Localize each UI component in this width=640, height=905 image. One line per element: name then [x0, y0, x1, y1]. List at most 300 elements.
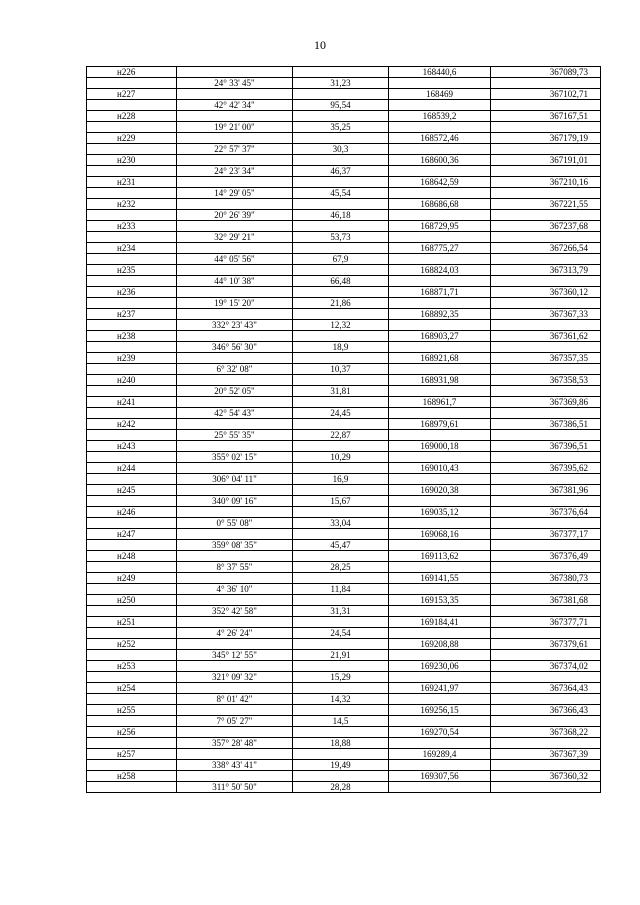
- angle-cell: [177, 265, 293, 276]
- distance-cell: [293, 749, 389, 760]
- y-coordinate: [491, 738, 601, 749]
- segment-length: 12,32: [293, 320, 389, 331]
- y-coordinate: 367361,62: [491, 331, 601, 342]
- y-coordinate: 367366,43: [491, 705, 601, 716]
- point-row: [87, 507, 601, 518]
- direction-angle: 4° 26' 24": [177, 628, 293, 639]
- angle-cell: [177, 67, 293, 78]
- x-coordinate: [389, 122, 491, 133]
- point-name: н245: [87, 485, 177, 496]
- point-name: [87, 364, 177, 375]
- distance-cell: [293, 309, 389, 320]
- direction-angle: 0° 55' 08": [177, 518, 293, 529]
- x-coordinate: 168961,7: [389, 397, 491, 408]
- distance-cell: [293, 199, 389, 210]
- segment-row: [87, 210, 601, 221]
- point-name: [87, 144, 177, 155]
- distance-cell: [293, 375, 389, 386]
- x-coordinate: 169289,4: [389, 749, 491, 760]
- angle-cell: [177, 441, 293, 452]
- segment-length: 30,3: [293, 144, 389, 155]
- segment-row: [87, 584, 601, 595]
- point-name: н226: [87, 67, 177, 78]
- segment-row: [87, 232, 601, 243]
- point-name: [87, 210, 177, 221]
- segment-row: [87, 760, 601, 771]
- y-coordinate: [491, 474, 601, 485]
- segment-row: [87, 738, 601, 749]
- angle-cell: [177, 463, 293, 474]
- point-name: [87, 298, 177, 309]
- point-name: н257: [87, 749, 177, 760]
- y-coordinate: 367266,54: [491, 243, 601, 254]
- y-coordinate: 367210,16: [491, 177, 601, 188]
- point-row: [87, 617, 601, 628]
- y-coordinate: 367386,51: [491, 419, 601, 430]
- distance-cell: [293, 287, 389, 298]
- x-coordinate: [389, 78, 491, 89]
- y-coordinate: [491, 276, 601, 287]
- x-coordinate: [389, 628, 491, 639]
- segment-length: 19,49: [293, 760, 389, 771]
- angle-cell: [177, 397, 293, 408]
- segment-row: [87, 694, 601, 705]
- y-coordinate: [491, 584, 601, 595]
- direction-angle: 8° 37' 55": [177, 562, 293, 573]
- direction-angle: 321° 09' 32": [177, 672, 293, 683]
- point-row: [87, 199, 601, 210]
- segment-length: 14,32: [293, 694, 389, 705]
- segment-length: 10,29: [293, 452, 389, 463]
- direction-angle: 44° 10' 38": [177, 276, 293, 287]
- x-coordinate: [389, 540, 491, 551]
- y-coordinate: [491, 320, 601, 331]
- point-name: [87, 650, 177, 661]
- segment-row: [87, 716, 601, 727]
- angle-cell: [177, 595, 293, 606]
- y-coordinate: [491, 430, 601, 441]
- point-name: н232: [87, 199, 177, 210]
- segment-length: 53,73: [293, 232, 389, 243]
- x-coordinate: [389, 518, 491, 529]
- distance-cell: [293, 573, 389, 584]
- point-row: [87, 573, 601, 584]
- distance-cell: [293, 727, 389, 738]
- point-name: н244: [87, 463, 177, 474]
- angle-cell: [177, 573, 293, 584]
- direction-angle: 352° 42' 58": [177, 606, 293, 617]
- direction-angle: 332° 23' 43": [177, 320, 293, 331]
- segment-row: [87, 474, 601, 485]
- point-row: [87, 397, 601, 408]
- point-row: [87, 67, 601, 78]
- distance-cell: [293, 89, 389, 100]
- x-coordinate: 169208,88: [389, 639, 491, 650]
- segment-row: [87, 100, 601, 111]
- point-row: [87, 375, 601, 386]
- point-name: [87, 386, 177, 397]
- y-coordinate: [491, 408, 601, 419]
- x-coordinate: 168440,6: [389, 67, 491, 78]
- point-row: [87, 177, 601, 188]
- distance-cell: [293, 683, 389, 694]
- y-coordinate: 367167,51: [491, 111, 601, 122]
- segment-length: 14,5: [293, 716, 389, 727]
- point-row: [87, 287, 601, 298]
- y-coordinate: 367374,02: [491, 661, 601, 672]
- y-coordinate: 367179,19: [491, 133, 601, 144]
- angle-cell: [177, 133, 293, 144]
- y-coordinate: 367237,68: [491, 221, 601, 232]
- point-name: н252: [87, 639, 177, 650]
- y-coordinate: 367221,55: [491, 199, 601, 210]
- y-coordinate: 367376,49: [491, 551, 601, 562]
- segment-length: 66,48: [293, 276, 389, 287]
- point-name: н256: [87, 727, 177, 738]
- distance-cell: [293, 419, 389, 430]
- point-name: [87, 232, 177, 243]
- angle-cell: [177, 419, 293, 430]
- y-coordinate: 367377,17: [491, 529, 601, 540]
- y-coordinate: [491, 452, 601, 463]
- y-coordinate: [491, 232, 601, 243]
- x-coordinate: [389, 276, 491, 287]
- y-coordinate: [491, 78, 601, 89]
- angle-cell: [177, 155, 293, 166]
- segment-length: 31,81: [293, 386, 389, 397]
- x-coordinate: 168931,98: [389, 375, 491, 386]
- distance-cell: [293, 617, 389, 628]
- x-coordinate: [389, 386, 491, 397]
- segment-row: [87, 144, 601, 155]
- distance-cell: [293, 155, 389, 166]
- distance-cell: [293, 221, 389, 232]
- y-coordinate: [491, 694, 601, 705]
- point-row: [87, 749, 601, 760]
- y-coordinate: 367102,71: [491, 89, 601, 100]
- segment-row: [87, 430, 601, 441]
- point-name: н227: [87, 89, 177, 100]
- segment-row: [87, 540, 601, 551]
- y-coordinate: [491, 650, 601, 661]
- segment-length: 35,25: [293, 122, 389, 133]
- point-name: н229: [87, 133, 177, 144]
- distance-cell: [293, 67, 389, 78]
- segment-length: 46,18: [293, 210, 389, 221]
- y-coordinate: [491, 760, 601, 771]
- x-coordinate: 168775,27: [389, 243, 491, 254]
- coordinates-table: [86, 66, 601, 793]
- segment-length: 31,23: [293, 78, 389, 89]
- distance-cell: [293, 177, 389, 188]
- point-name: [87, 320, 177, 331]
- x-coordinate: [389, 232, 491, 243]
- point-name: н243: [87, 441, 177, 452]
- point-name: н236: [87, 287, 177, 298]
- point-row: [87, 639, 601, 650]
- point-name: н234: [87, 243, 177, 254]
- direction-angle: 42° 54' 43": [177, 408, 293, 419]
- distance-cell: [293, 485, 389, 496]
- y-coordinate: 367191,01: [491, 155, 601, 166]
- point-name: н249: [87, 573, 177, 584]
- x-coordinate: 169270,54: [389, 727, 491, 738]
- x-coordinate: [389, 672, 491, 683]
- table-body: [87, 67, 601, 793]
- x-coordinate: [389, 254, 491, 265]
- point-name: [87, 254, 177, 265]
- x-coordinate: [389, 738, 491, 749]
- segment-row: [87, 320, 601, 331]
- y-coordinate: 367367,33: [491, 309, 601, 320]
- x-coordinate: 169241,97: [389, 683, 491, 694]
- distance-cell: [293, 331, 389, 342]
- segment-length: 18,9: [293, 342, 389, 353]
- y-coordinate: [491, 606, 601, 617]
- y-coordinate: [491, 364, 601, 375]
- x-coordinate: 169307,56: [389, 771, 491, 782]
- y-coordinate: 367367,39: [491, 749, 601, 760]
- segment-length: 11,84: [293, 584, 389, 595]
- segment-row: [87, 606, 601, 617]
- point-name: н237: [87, 309, 177, 320]
- point-name: н238: [87, 331, 177, 342]
- x-coordinate: 168642,59: [389, 177, 491, 188]
- x-coordinate: [389, 716, 491, 727]
- x-coordinate: 168871,71: [389, 287, 491, 298]
- angle-cell: [177, 771, 293, 782]
- x-coordinate: [389, 474, 491, 485]
- segment-length: 24,54: [293, 628, 389, 639]
- x-coordinate: [389, 430, 491, 441]
- segment-length: 67,9: [293, 254, 389, 265]
- angle-cell: [177, 639, 293, 650]
- y-coordinate: 367380,73: [491, 573, 601, 584]
- point-name: [87, 496, 177, 507]
- y-coordinate: 367369,86: [491, 397, 601, 408]
- point-name: [87, 760, 177, 771]
- point-name: [87, 584, 177, 595]
- y-coordinate: [491, 144, 601, 155]
- segment-length: 21,91: [293, 650, 389, 661]
- x-coordinate: 168469: [389, 89, 491, 100]
- point-name: н242: [87, 419, 177, 430]
- x-coordinate: [389, 210, 491, 221]
- point-name: [87, 122, 177, 133]
- point-name: н250: [87, 595, 177, 606]
- x-coordinate: [389, 320, 491, 331]
- angle-cell: [177, 705, 293, 716]
- point-name: н255: [87, 705, 177, 716]
- direction-angle: 25° 55' 35": [177, 430, 293, 441]
- x-coordinate: [389, 188, 491, 199]
- x-coordinate: 169141,55: [389, 573, 491, 584]
- y-coordinate: [491, 628, 601, 639]
- angle-cell: [177, 661, 293, 672]
- y-coordinate: 367395,62: [491, 463, 601, 474]
- y-coordinate: [491, 386, 601, 397]
- point-row: [87, 683, 601, 694]
- segment-row: [87, 408, 601, 419]
- x-coordinate: 168921,68: [389, 353, 491, 364]
- x-coordinate: [389, 342, 491, 353]
- segment-length: 18,88: [293, 738, 389, 749]
- segment-length: 15,67: [293, 496, 389, 507]
- angle-cell: [177, 309, 293, 320]
- x-coordinate: 169010,43: [389, 463, 491, 474]
- x-coordinate: [389, 782, 491, 793]
- point-name: н230: [87, 155, 177, 166]
- angle-cell: [177, 683, 293, 694]
- point-name: [87, 606, 177, 617]
- point-row: [87, 771, 601, 782]
- direction-angle: 14° 29' 05": [177, 188, 293, 199]
- y-coordinate: [491, 188, 601, 199]
- point-name: н248: [87, 551, 177, 562]
- point-name: н231: [87, 177, 177, 188]
- distance-cell: [293, 397, 389, 408]
- angle-cell: [177, 507, 293, 518]
- point-name: [87, 540, 177, 551]
- x-coordinate: [389, 298, 491, 309]
- page-number: 10: [314, 38, 326, 52]
- segment-row: [87, 254, 601, 265]
- point-name: [87, 276, 177, 287]
- y-coordinate: [491, 298, 601, 309]
- point-name: [87, 408, 177, 419]
- y-coordinate: 367358,53: [491, 375, 601, 386]
- point-name: [87, 100, 177, 111]
- segment-row: [87, 782, 601, 793]
- segment-length: 22,87: [293, 430, 389, 441]
- x-coordinate: 168729,95: [389, 221, 491, 232]
- distance-cell: [293, 353, 389, 364]
- segment-length: 45,54: [293, 188, 389, 199]
- y-coordinate: 367396,51: [491, 441, 601, 452]
- segment-row: [87, 166, 601, 177]
- y-coordinate: [491, 672, 601, 683]
- point-name: [87, 474, 177, 485]
- y-coordinate: [491, 100, 601, 111]
- segment-row: [87, 496, 601, 507]
- direction-angle: 4° 36' 10": [177, 584, 293, 595]
- angle-cell: [177, 529, 293, 540]
- segment-length: 10,37: [293, 364, 389, 375]
- distance-cell: [293, 133, 389, 144]
- point-name: н251: [87, 617, 177, 628]
- direction-angle: 42° 42' 34": [177, 100, 293, 111]
- y-coordinate: [491, 782, 601, 793]
- point-name: н228: [87, 111, 177, 122]
- x-coordinate: 169020,38: [389, 485, 491, 496]
- direction-angle: 346° 56' 30": [177, 342, 293, 353]
- y-coordinate: 367381,68: [491, 595, 601, 606]
- x-coordinate: 169068,16: [389, 529, 491, 540]
- x-coordinate: 168539,2: [389, 111, 491, 122]
- y-coordinate: [491, 122, 601, 133]
- direction-angle: 311° 50' 50": [177, 782, 293, 793]
- point-row: [87, 353, 601, 364]
- segment-row: [87, 122, 601, 133]
- segment-row: [87, 78, 601, 89]
- segment-length: 95,54: [293, 100, 389, 111]
- x-coordinate: 169230,06: [389, 661, 491, 672]
- distance-cell: [293, 507, 389, 518]
- angle-cell: [177, 89, 293, 100]
- segment-row: [87, 452, 601, 463]
- x-coordinate: 168903,27: [389, 331, 491, 342]
- point-name: [87, 342, 177, 353]
- angle-cell: [177, 551, 293, 562]
- point-row: [87, 89, 601, 100]
- distance-cell: [293, 243, 389, 254]
- direction-angle: 355° 02' 15": [177, 452, 293, 463]
- segment-length: 28,28: [293, 782, 389, 793]
- y-coordinate: 367368,22: [491, 727, 601, 738]
- segment-length: 21,86: [293, 298, 389, 309]
- x-coordinate: [389, 584, 491, 595]
- point-name: [87, 694, 177, 705]
- distance-cell: [293, 661, 389, 672]
- point-name: [87, 782, 177, 793]
- angle-cell: [177, 617, 293, 628]
- point-row: [87, 221, 601, 232]
- point-name: [87, 430, 177, 441]
- y-coordinate: 367360,12: [491, 287, 601, 298]
- x-coordinate: [389, 166, 491, 177]
- angle-cell: [177, 353, 293, 364]
- segment-row: [87, 562, 601, 573]
- y-coordinate: [491, 166, 601, 177]
- point-row: [87, 331, 601, 342]
- x-coordinate: 168979,61: [389, 419, 491, 430]
- angle-cell: [177, 727, 293, 738]
- direction-angle: 19° 21' 00": [177, 122, 293, 133]
- direction-angle: 338° 43' 41": [177, 760, 293, 771]
- point-row: [87, 661, 601, 672]
- point-row: [87, 485, 601, 496]
- x-coordinate: 168892,35: [389, 309, 491, 320]
- point-row: [87, 441, 601, 452]
- point-name: н241: [87, 397, 177, 408]
- direction-angle: 20° 26' 39": [177, 210, 293, 221]
- x-coordinate: [389, 650, 491, 661]
- direction-angle: 359° 08' 35": [177, 540, 293, 551]
- point-row: [87, 243, 601, 254]
- point-row: [87, 463, 601, 474]
- point-name: [87, 166, 177, 177]
- point-name: н254: [87, 683, 177, 694]
- point-name: н233: [87, 221, 177, 232]
- point-name: [87, 78, 177, 89]
- y-coordinate: [491, 716, 601, 727]
- distance-cell: [293, 529, 389, 540]
- angle-cell: [177, 485, 293, 496]
- segment-row: [87, 518, 601, 529]
- y-coordinate: 367357,35: [491, 353, 601, 364]
- segment-row: [87, 364, 601, 375]
- angle-cell: [177, 375, 293, 386]
- direction-angle: 357° 28' 48": [177, 738, 293, 749]
- distance-cell: [293, 639, 389, 650]
- direction-angle: 345° 12' 55": [177, 650, 293, 661]
- direction-angle: 24° 23' 34": [177, 166, 293, 177]
- x-coordinate: 168686,68: [389, 199, 491, 210]
- distance-cell: [293, 551, 389, 562]
- point-name: [87, 562, 177, 573]
- y-coordinate: [491, 342, 601, 353]
- angle-cell: [177, 287, 293, 298]
